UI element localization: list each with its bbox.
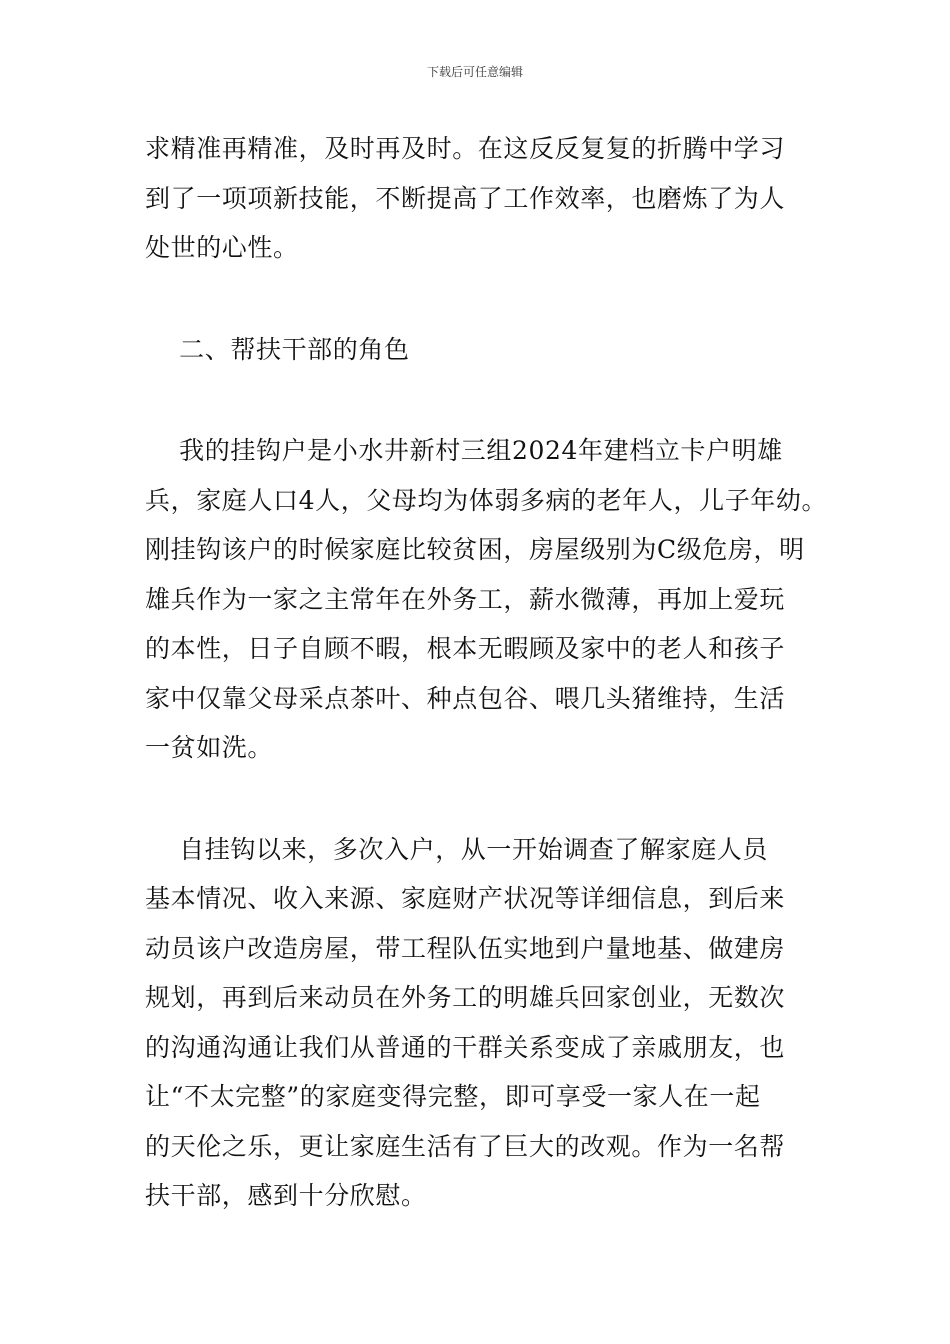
text-line: 求精准再精准，及时再及时。在这反反复复的折腾中学习 bbox=[145, 134, 786, 163]
text-line: 规划，再到后来动员在外务工的明雄兵回家创业，无数次 bbox=[145, 983, 786, 1012]
paragraph-3 bbox=[145, 825, 817, 1221]
text-line: 自挂钩以来，多次入户，从一开始调查了解家庭人员 bbox=[145, 834, 768, 864]
text-line: 的天伦之乐，更让家庭生活有了巨大的改观。作为一名帮 bbox=[145, 1131, 786, 1161]
text-line: 动员该户改造房屋，带工程队伍实地到户量地基、做建房 bbox=[145, 933, 786, 963]
paragraph-2 bbox=[145, 426, 828, 773]
text-line: 处世的心性。 bbox=[145, 233, 299, 262]
text-line: 扶干部，感到十分欣慰。 bbox=[145, 1181, 427, 1210]
text-line: 让“不太完整”的家庭变得完整，即可享受一家人在一起 bbox=[145, 1082, 761, 1111]
text-line: 兵，家庭人口4人，父母均为体弱多病的老年人，儿子年幼。 bbox=[145, 485, 828, 515]
text-line: 到了一项项新技能，不断提高了工作效率，也磨炼了为人 bbox=[145, 183, 786, 213]
paragraph-1 bbox=[145, 124, 817, 273]
text-line: 刚挂钩该户的时候家庭比较贫困，房屋级别为C级危房，明 bbox=[145, 535, 805, 564]
text-line: 的本性，日子自顾不暇，根本无暇顾及家中的老人和孩子 bbox=[145, 634, 786, 663]
page-header: 下载后可任意编辑 bbox=[426, 65, 523, 79]
section-heading bbox=[145, 325, 817, 375]
text-line: 雄兵作为一家之主常年在外务工，薪水微薄，再加上爱玩 bbox=[145, 584, 786, 614]
document-body bbox=[145, 124, 828, 1221]
text-line: 家中仅靠父母采点茶叶、种点包谷、喂几头猪维持，生活 bbox=[145, 683, 786, 713]
text-line: 基本情况、收入来源、家庭财产状况等详细信息，到后来 bbox=[145, 884, 786, 913]
text-line: 一贫如洗。 bbox=[145, 733, 274, 762]
heading-line: 二、帮扶干部的角色 bbox=[145, 334, 410, 364]
text-line: 我的挂钩户是小水井新村三组2024年建档立卡户明雄 bbox=[145, 436, 783, 465]
text-line: 的沟通沟通让我们从普通的干群关系变成了亲戚朋友，也 bbox=[145, 1032, 786, 1062]
